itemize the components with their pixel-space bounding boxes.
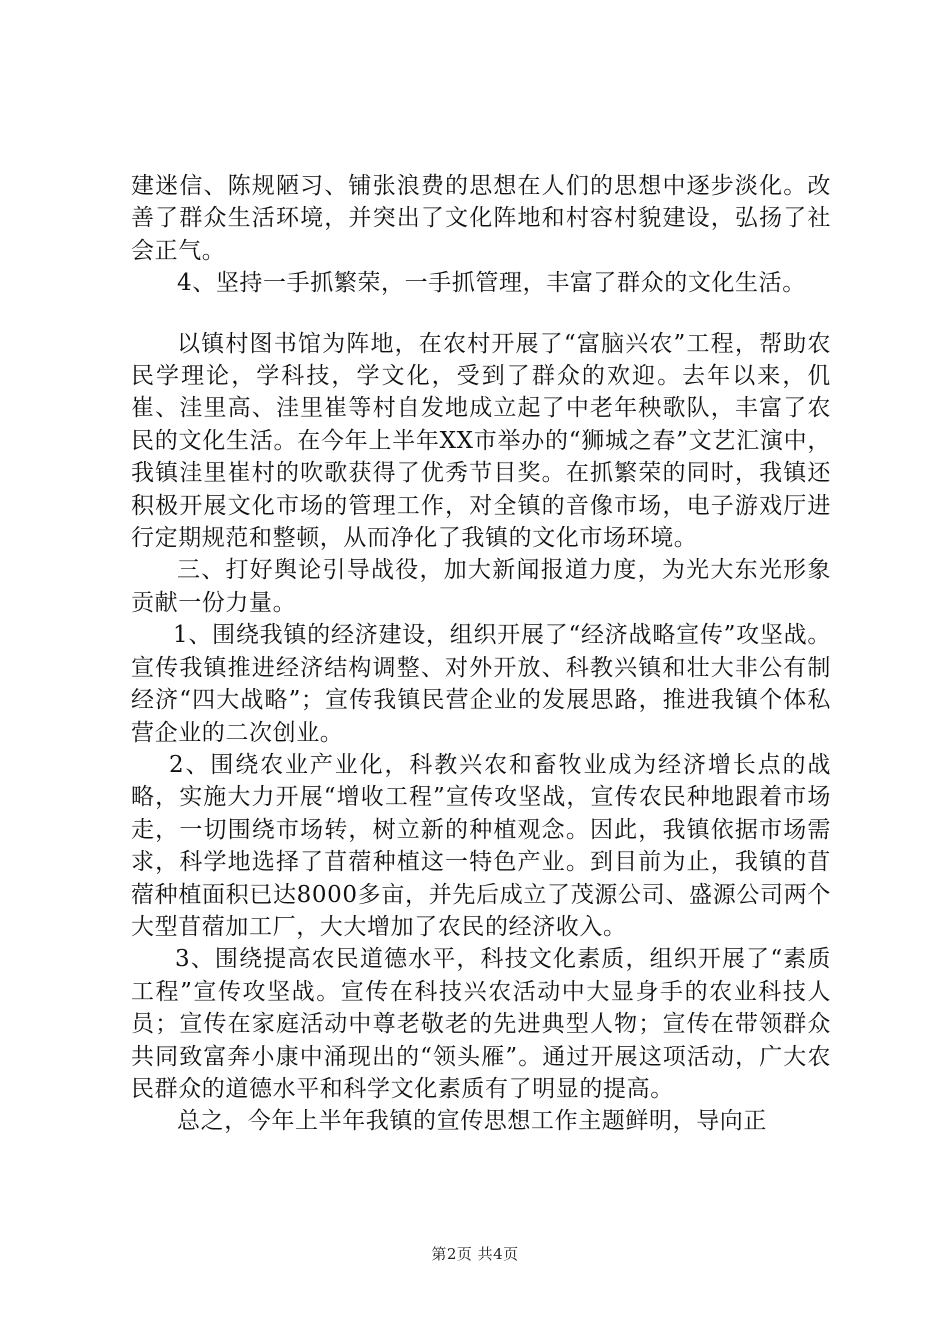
section-heading-three: 三、打好舆论引导战役，加大新闻报道力度，为光大东光形象贡献一份力量。	[131, 557, 831, 616]
paragraph-point-3: 3、围绕提高农民道德水平，科技文化素质，组织开展了“素质工程”宣传攻坚战。宣传在科技兴农活动中大显身手的农业科技人员；宣传在家庭活动中尊老敬老的先进典型人物；宣传在带领群众共同致富奔小康中涌现出的“领头雁”。通过开展这项活动，广大农民群众的道德水平和科学文化素质有了明显的提高。	[131, 946, 831, 1102]
paragraph-continuation: 建迷信、陈规陋习、铺张浪费的思想在人们的思想中逐步淡化。改善了群众生活环境，并突出了文化阵地和村容村貌建设，弘扬了社会正气。	[131, 173, 831, 264]
document-body	[131, 170, 831, 1138]
paragraph-point-1: 1、围绕我镇的经济建设，组织开展了“经济战略宣传”攻坚战。宣传我镇推进经济结构调整、对外开放、科教兴镇和壮大非公有制经济“四大战略”；宣传我镇民营企业的发展思路，推进我镇个体私营企业的二次创业。	[131, 622, 831, 746]
paragraph-point-2: 2、围绕农业产业化，科教兴农和畜牧业成为经济增长点的战略，实施大力开展“增收工程”宣传攻坚战，宣传农民种地跟着市场走，一切围绕市场转，树立新的种植观念。因此，我镇依据市场需求，科学地选择了苜蓿种植这一特色产业。到目前为止，我镇的苜蓿种植面积已达8000多亩，并先后成立了茂源公司、盛源公司两个大型苜蓿加工厂，大大增加了农民的经济收入。	[131, 751, 831, 940]
page-number-footer: 第2页 共4页	[431, 1245, 519, 1263]
paragraph-point-4-heading: 4、坚持一手抓繁荣，一手抓管理，丰富了群众的文化生活。	[177, 270, 806, 297]
paragraph-summary: 总之，今年上半年我镇的宣传思想工作主题鲜明，导向正	[177, 1108, 767, 1135]
paragraph-library-culture: 以镇村图书馆为阵地，在农村开展了“富脑兴农”工程，帮助农民学理论，学科技，学文化，受到了群众的欢迎。去年以来，仉崔、洼里高、洼里崔等村自发地成立起了中老年秧歌队，丰富了农民的文化生活。在今年上半年XX市举办的“狮城之春”文艺汇演中，我镇洼里崔村的吹歌获得了优秀节目奖。在抓繁荣的同时，我镇还积极开展文化市场的管理工作，对全镇的音像市场，电子游戏厅进行定期规范和整顿，从而净化了我镇的文化市场环境。	[131, 330, 831, 552]
